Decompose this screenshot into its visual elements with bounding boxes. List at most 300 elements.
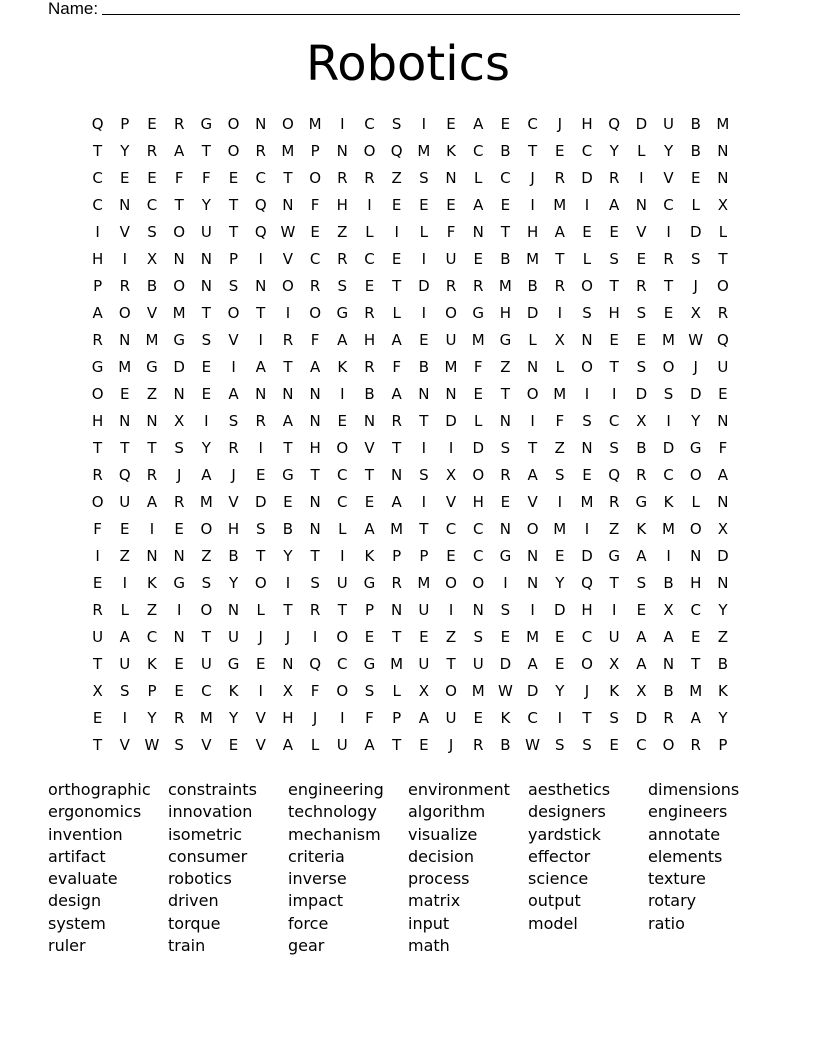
- grid-letter: D: [717, 547, 729, 565]
- grid-letter: Q: [309, 655, 321, 673]
- grid-letter: R: [608, 493, 620, 511]
- grid-letter: V: [119, 223, 130, 241]
- grid-letter: B: [500, 250, 511, 268]
- grid-letter: A: [554, 223, 565, 241]
- grid-letter: E: [174, 520, 184, 538]
- grid-letter: R: [173, 115, 185, 133]
- grid-letter: D: [418, 277, 430, 295]
- grid-letter: Y: [718, 709, 728, 727]
- grid-letter: T: [609, 358, 619, 376]
- grid-letter: A: [527, 655, 538, 673]
- grid-letter: R: [282, 331, 294, 349]
- grid-letter: J: [231, 466, 236, 484]
- grid-letter: J: [693, 277, 698, 295]
- grid-letter: A: [174, 142, 185, 160]
- grid-letter: M: [417, 142, 431, 160]
- grid-letter: E: [636, 331, 647, 349]
- grid-letter: N: [309, 412, 321, 430]
- grid-letter: E: [500, 493, 511, 511]
- grid-letter: H: [581, 601, 593, 619]
- grid-letter: X: [282, 682, 294, 700]
- grid-letter: O: [445, 682, 457, 700]
- grid-letter: T: [256, 304, 266, 322]
- grid-letter: V: [255, 736, 266, 754]
- grid-letter: O: [445, 304, 457, 322]
- grid-letter: I: [421, 304, 427, 322]
- grid-letter: H: [282, 709, 294, 727]
- grid-letter: N: [255, 277, 267, 295]
- grid-letter: N: [472, 601, 484, 619]
- grid-letter: C: [92, 169, 103, 187]
- word-list-item: force: [288, 913, 329, 933]
- grid-letter: C: [445, 520, 457, 538]
- grid-letter: B: [663, 682, 674, 700]
- grid-letter: O: [581, 358, 593, 376]
- grid-letter: E: [120, 520, 130, 538]
- grid-letter: J: [557, 115, 562, 133]
- grid-letter: R: [228, 439, 239, 457]
- grid-letter: L: [392, 682, 401, 700]
- grid-letter: K: [147, 655, 157, 673]
- grid-letter: B: [282, 520, 294, 538]
- word-list-item: input: [408, 913, 450, 933]
- grid-letter: I: [258, 682, 263, 700]
- grid-letter: S: [609, 439, 619, 457]
- grid-letter: I: [149, 520, 155, 538]
- word-list-item: design: [48, 891, 102, 911]
- grid-letter: S: [310, 574, 320, 592]
- grid-letter: S: [500, 439, 511, 457]
- word-list-item: model: [528, 913, 578, 933]
- grid-letter: S: [337, 277, 348, 295]
- grid-letter: Z: [445, 628, 457, 646]
- grid-letter: E: [174, 682, 184, 700]
- grid-letter: I: [611, 385, 617, 403]
- grid-letter: N: [526, 358, 539, 376]
- grid-letter: M: [390, 655, 404, 673]
- word-list-item: annotate: [648, 824, 721, 844]
- grid-letter: R: [364, 304, 375, 322]
- grid-letter: E: [337, 412, 348, 430]
- grid-letter: M: [444, 358, 458, 376]
- grid-letter: T: [147, 439, 157, 457]
- grid-letter: C: [472, 142, 484, 160]
- grid-letter: W: [525, 736, 541, 754]
- grid-letter: I: [122, 574, 127, 592]
- grid-letter: J: [258, 628, 263, 646]
- grid-letter: N: [635, 196, 647, 214]
- grid-letter: N: [255, 385, 267, 403]
- grid-letter: V: [282, 250, 294, 268]
- grid-letter: L: [365, 223, 374, 241]
- grid-letter: E: [310, 223, 320, 241]
- word-list-item: matrix: [408, 891, 461, 911]
- grid-letter: M: [662, 331, 675, 349]
- grid-letter: B: [418, 358, 429, 376]
- grid-letter: P: [392, 709, 402, 727]
- grid-letter: E: [120, 385, 130, 403]
- grid-letter: K: [446, 142, 456, 160]
- grid-letter: E: [228, 736, 239, 754]
- letter-grid: [84, 111, 737, 759]
- grid-letter: T: [283, 169, 293, 187]
- grid-letter: Q: [390, 142, 403, 160]
- grid-letter: L: [718, 223, 728, 241]
- grid-letter: R: [554, 169, 565, 187]
- grid-letter: N: [391, 466, 403, 484]
- grid-letter: H: [91, 250, 104, 268]
- grid-letter: M: [526, 250, 540, 268]
- grid-letter: U: [445, 709, 457, 727]
- grid-letter: N: [227, 601, 240, 619]
- grid-letter: E: [636, 250, 647, 268]
- grid-letter: S: [663, 385, 674, 403]
- grid-letter: E: [690, 628, 701, 646]
- grid-letter: H: [581, 115, 593, 133]
- grid-letter: T: [609, 574, 619, 592]
- grid-letter: E: [92, 574, 103, 592]
- grid-letter: O: [689, 520, 702, 538]
- word-list-item: visualize: [408, 824, 478, 844]
- grid-letter: N: [282, 196, 294, 214]
- grid-letter: G: [689, 439, 702, 457]
- grid-letter: T: [283, 439, 293, 457]
- grid-letter: X: [609, 655, 620, 673]
- grid-letter: U: [228, 628, 240, 646]
- grid-letter: H: [526, 223, 539, 241]
- grid-letter: R: [636, 466, 647, 484]
- grid-letter: S: [690, 250, 701, 268]
- word-list-item: technology: [288, 802, 377, 822]
- grid-letter: D: [445, 412, 457, 430]
- grid-letter: A: [364, 736, 375, 754]
- grid-letter: I: [95, 547, 100, 565]
- grid-letter: N: [282, 385, 294, 403]
- grid-letter: Y: [555, 574, 565, 592]
- grid-letter: A: [527, 466, 538, 484]
- grid-letter: I: [231, 358, 236, 376]
- grid-letter: N: [662, 655, 675, 673]
- grid-letter: A: [663, 628, 674, 646]
- grid-letter: E: [718, 385, 728, 403]
- grid-letter: O: [309, 304, 321, 322]
- grid-letter: K: [717, 682, 728, 700]
- grid-letter: Y: [147, 709, 157, 727]
- grid-letter: S: [500, 601, 511, 619]
- grid-letter: K: [636, 520, 647, 538]
- grid-letter: G: [200, 115, 213, 133]
- grid-letter: E: [419, 736, 429, 754]
- grid-letter: I: [340, 115, 345, 133]
- grid-letter: K: [337, 358, 348, 376]
- grid-letter: N: [445, 385, 457, 403]
- grid-letter: W: [688, 331, 704, 349]
- grid-letter: Q: [581, 574, 593, 592]
- grid-letter: H: [499, 304, 512, 322]
- grid-letter: S: [609, 709, 619, 727]
- grid-letter: Q: [717, 331, 729, 349]
- grid-letter: M: [553, 196, 567, 214]
- grid-letter: T: [500, 385, 510, 403]
- grid-letter: G: [472, 304, 485, 322]
- grid-letter: T: [93, 655, 103, 673]
- grid-letter: Z: [609, 520, 620, 538]
- grid-letter: T: [392, 277, 402, 295]
- grid-letter: N: [499, 520, 512, 538]
- grid-letter: E: [147, 115, 157, 133]
- grid-letter: R: [92, 331, 103, 349]
- grid-letter: U: [418, 601, 430, 619]
- grid-letter: X: [418, 682, 429, 700]
- word-list-item: mechanism: [288, 824, 381, 844]
- grid-letter: E: [391, 196, 402, 214]
- word-list-item: engineering: [288, 780, 384, 799]
- word-list-item: dimensions: [648, 780, 740, 799]
- grid-letter: C: [527, 709, 538, 727]
- grid-letter: O: [689, 466, 702, 484]
- grid-letter: R: [391, 412, 402, 430]
- grid-letter: I: [584, 385, 590, 403]
- grid-letter: O: [91, 493, 104, 511]
- grid-letter: O: [526, 385, 539, 403]
- grid-letter: K: [500, 709, 511, 727]
- grid-letter: T: [201, 142, 211, 160]
- grid-letter: A: [636, 655, 647, 673]
- grid-letter: B: [228, 547, 239, 565]
- grid-letter: T: [228, 196, 239, 214]
- grid-letter: E: [92, 709, 103, 727]
- grid-letter: E: [555, 628, 565, 646]
- grid-letter: A: [309, 358, 321, 376]
- grid-letter: V: [445, 493, 457, 511]
- grid-letter: I: [176, 601, 182, 619]
- grid-letter: V: [527, 493, 538, 511]
- grid-letter: P: [419, 547, 429, 565]
- grid-letter: C: [636, 736, 647, 754]
- grid-letter: U: [472, 655, 484, 673]
- grid-letter: E: [609, 736, 619, 754]
- grid-letter: U: [200, 655, 212, 673]
- grid-letter: R: [146, 466, 158, 484]
- grid-letter: E: [555, 547, 565, 565]
- grid-letter: S: [391, 115, 402, 133]
- grid-letter: D: [581, 169, 593, 187]
- grid-letter: A: [690, 709, 701, 727]
- grid-letter: D: [635, 385, 648, 403]
- grid-letter: G: [336, 304, 349, 322]
- grid-letter: R: [473, 277, 484, 295]
- grid-letter: Q: [254, 196, 267, 214]
- grid-letter: E: [419, 196, 429, 214]
- grid-letter: T: [663, 277, 674, 295]
- grid-letter: A: [636, 628, 647, 646]
- grid-letter: M: [580, 493, 594, 511]
- grid-letter: C: [581, 142, 593, 160]
- grid-letter: Y: [609, 142, 619, 160]
- word-list-item: ratio: [648, 913, 685, 933]
- word-list-item: orthographic: [48, 780, 151, 799]
- grid-letter: E: [364, 628, 375, 646]
- grid-letter: S: [147, 223, 157, 241]
- grid-letter: T: [310, 466, 320, 484]
- grid-letter: V: [364, 439, 375, 457]
- grid-letter: C: [608, 412, 620, 430]
- grid-letter: N: [717, 574, 729, 592]
- grid-letter: N: [717, 493, 729, 511]
- grid-letter: S: [419, 169, 429, 187]
- word-list-item: math: [408, 936, 450, 956]
- grid-letter: A: [609, 196, 620, 214]
- grid-letter: O: [282, 277, 294, 295]
- grid-letter: I: [584, 520, 590, 538]
- grid-letter: B: [364, 385, 375, 403]
- grid-letter: H: [91, 412, 104, 430]
- grid-letter: N: [445, 169, 457, 187]
- grid-letter: R: [309, 277, 321, 295]
- grid-letter: L: [419, 223, 429, 241]
- grid-letter: O: [309, 169, 321, 187]
- grid-letter: N: [363, 412, 376, 430]
- grid-letter: Z: [391, 169, 402, 187]
- grid-letter: E: [255, 655, 266, 673]
- grid-letter: Q: [608, 466, 621, 484]
- grid-letter: M: [553, 520, 567, 538]
- word-list-item: robotics: [168, 869, 232, 889]
- grid-letter: N: [200, 277, 212, 295]
- grid-letter: E: [500, 628, 511, 646]
- name-field: [48, 0, 740, 18]
- grid-letter: F: [174, 169, 184, 187]
- grid-letter: L: [555, 358, 564, 376]
- grid-letter: T: [609, 277, 619, 295]
- grid-letter: M: [118, 358, 132, 376]
- grid-letter: S: [473, 628, 483, 646]
- grid-letter: S: [201, 574, 212, 592]
- grid-letter: H: [608, 304, 620, 322]
- grid-letter: I: [258, 250, 263, 268]
- grid-letter: I: [448, 601, 454, 619]
- grid-letter: Y: [283, 547, 293, 565]
- grid-letter: R: [690, 736, 701, 754]
- grid-letter: N: [472, 223, 484, 241]
- grid-letter: O: [662, 736, 675, 754]
- grid-letter: T: [201, 304, 211, 322]
- word-list-item: system: [48, 913, 106, 933]
- grid-letter: G: [91, 358, 104, 376]
- grid-letter: I: [122, 709, 127, 727]
- grid-letter: C: [337, 655, 348, 673]
- grid-letter: S: [582, 304, 592, 322]
- grid-letter: M: [417, 574, 431, 592]
- grid-letter: N: [255, 115, 267, 133]
- grid-letter: F: [202, 169, 211, 187]
- grid-letter: X: [92, 682, 103, 700]
- grid-letter: J: [285, 628, 291, 646]
- grid-letter: L: [691, 196, 700, 214]
- grid-letter: I: [95, 223, 100, 241]
- grid-letter: P: [392, 547, 402, 565]
- grid-letter: S: [636, 358, 647, 376]
- grid-letter: D: [254, 493, 267, 511]
- word-list-item: train: [168, 936, 206, 956]
- grid-letter: A: [282, 412, 294, 430]
- grid-letter: E: [473, 385, 483, 403]
- grid-letter: I: [503, 574, 508, 592]
- grid-letter: Y: [201, 196, 211, 214]
- grid-letter: T: [256, 547, 266, 565]
- grid-letter: D: [662, 439, 675, 457]
- word-list-item: ruler: [48, 936, 86, 956]
- grid-letter: S: [636, 574, 647, 592]
- grid-letter: C: [92, 196, 103, 214]
- grid-letter: S: [174, 736, 184, 754]
- grid-letter: T: [392, 439, 402, 457]
- grid-letter: R: [500, 466, 511, 484]
- name-underline: [102, 0, 740, 15]
- grid-letter: X: [174, 412, 185, 430]
- grid-letter: F: [93, 520, 102, 538]
- grid-letter: B: [690, 142, 701, 160]
- grid-letter: T: [310, 547, 320, 565]
- word-list-item: decision: [408, 846, 474, 866]
- grid-letter: L: [474, 412, 483, 430]
- grid-letter: I: [666, 412, 671, 430]
- grid-letter: C: [146, 196, 158, 214]
- grid-letter: F: [555, 412, 565, 430]
- word-list-item: yardstick: [528, 824, 601, 844]
- grid-letter: N: [581, 439, 593, 457]
- grid-letter: T: [93, 439, 103, 457]
- grid-letter: S: [419, 466, 429, 484]
- grid-letter: O: [118, 304, 131, 322]
- grid-letter: B: [663, 574, 674, 592]
- grid-letter: I: [285, 574, 291, 592]
- grid-letter: Z: [500, 358, 511, 376]
- grid-letter: M: [145, 331, 159, 349]
- grid-letter: O: [227, 115, 240, 133]
- grid-letter: E: [555, 655, 565, 673]
- grid-letter: R: [255, 412, 266, 430]
- grid-letter: K: [364, 547, 375, 565]
- grid-letter: E: [419, 331, 429, 349]
- grid-letter: Q: [91, 115, 104, 133]
- grid-letter: C: [500, 169, 511, 187]
- grid-letter: A: [636, 547, 647, 565]
- grid-letter: O: [200, 520, 213, 538]
- grid-letter: R: [119, 277, 130, 295]
- grid-letter: G: [363, 574, 376, 592]
- grid-letter: S: [582, 736, 592, 754]
- grid-letter: P: [147, 682, 157, 700]
- grid-letter: I: [666, 547, 671, 565]
- grid-letter: H: [472, 493, 484, 511]
- grid-letter: W: [280, 223, 296, 241]
- grid-letter: J: [448, 736, 454, 754]
- word-list-item: effector: [528, 846, 591, 866]
- grid-letter: O: [173, 277, 186, 295]
- grid-letter: R: [255, 142, 266, 160]
- word-list-item: gear: [288, 936, 325, 956]
- grid-letter: S: [555, 466, 565, 484]
- grid-letter: L: [256, 601, 265, 619]
- grid-letter: N: [173, 250, 185, 268]
- grid-letter: J: [312, 709, 318, 727]
- grid-letter: R: [146, 142, 158, 160]
- grid-letter: O: [363, 142, 376, 160]
- grid-letter: L: [474, 169, 483, 187]
- grid-letter: V: [636, 223, 647, 241]
- grid-letter: V: [663, 169, 674, 187]
